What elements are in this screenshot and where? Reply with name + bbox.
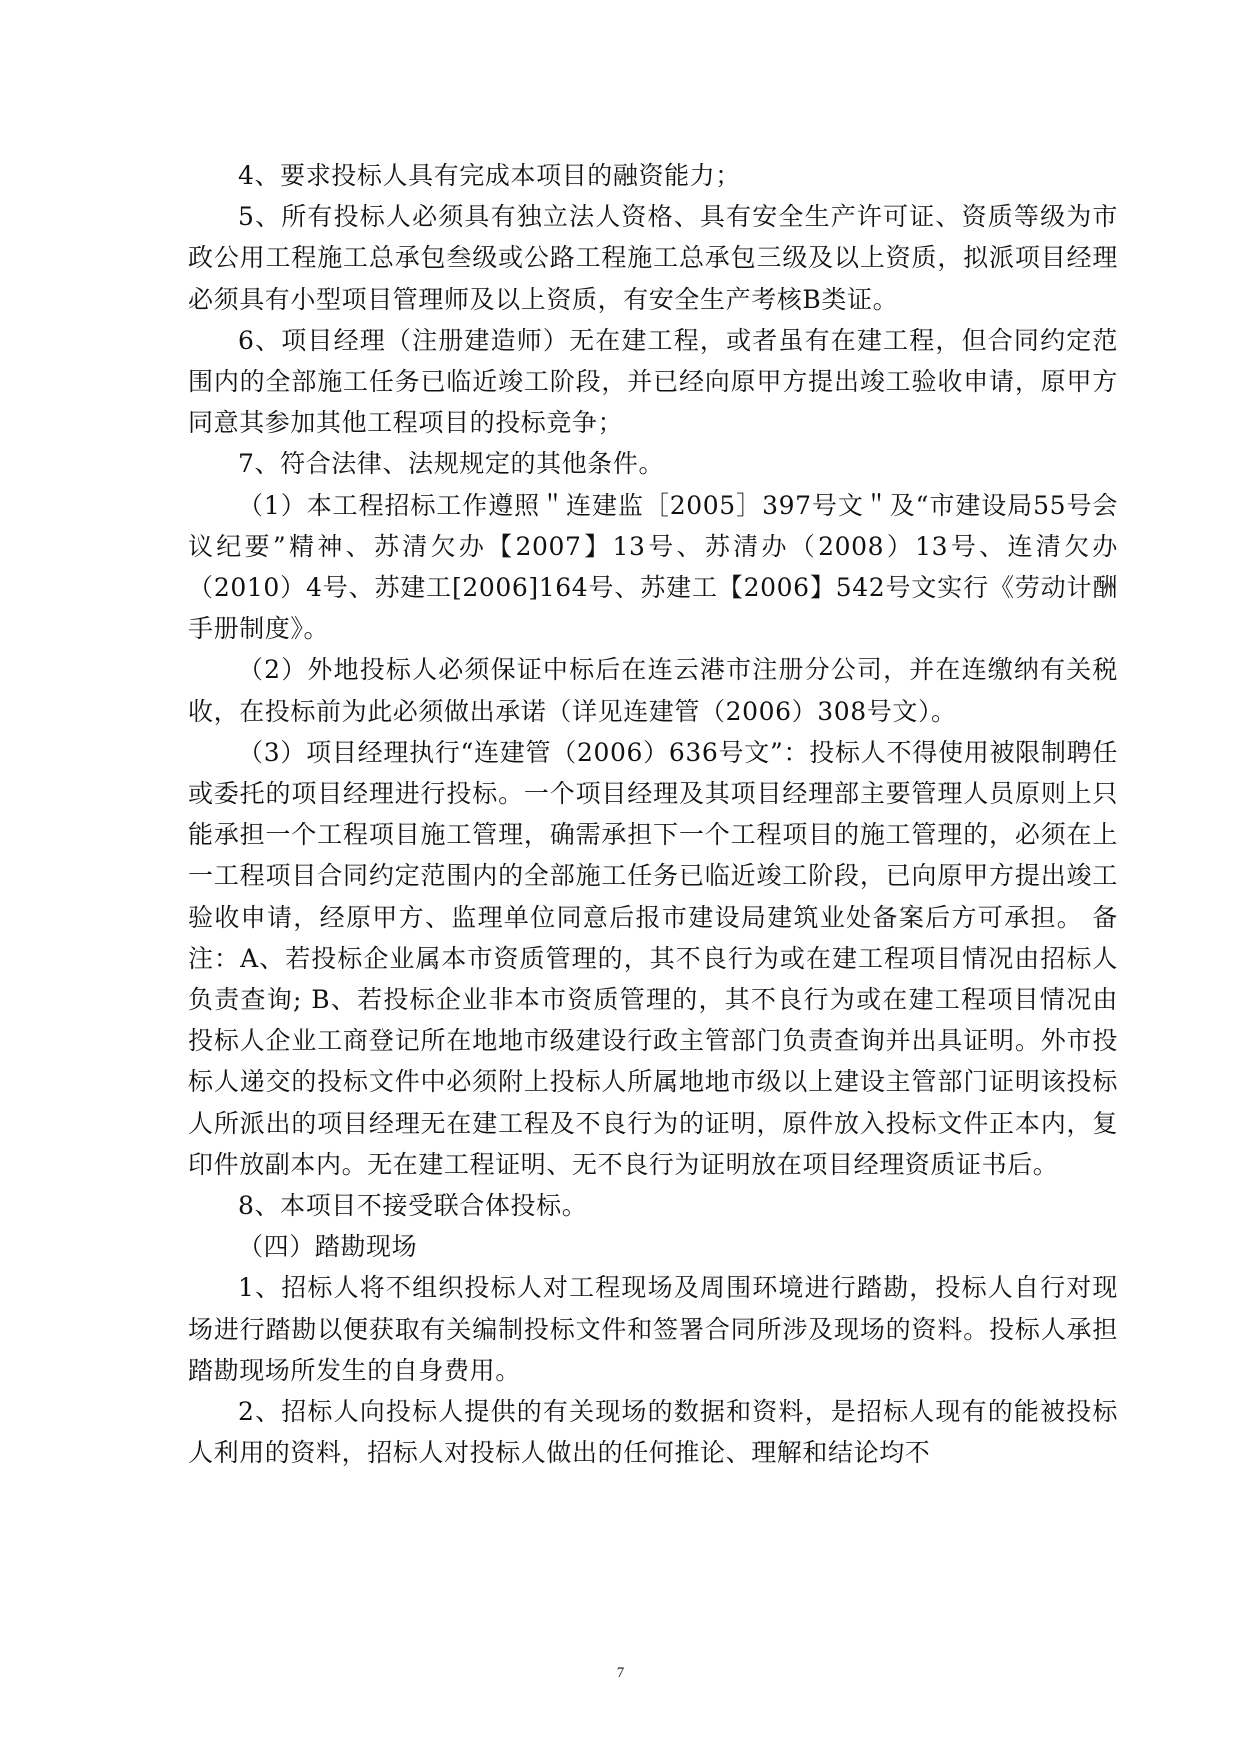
paragraph-sub-3: （3）项目经理执行“连建管（2006）636号文”：投标人不得使用被限制聘任或委托的项目经理进行投标。一个项目经理及其项目经理部主要管理人员原则上只能承担一个工程项目施工管理，确需承担下一个工程项目的施工管理的，必须在上一工程项目合同约定范围内的全部施工任务已临近竣工阶段，已向原甲方提出竣工验收申请，经原甲方、监理单位同意后报市建设局建筑业处备案后方可承担。 备注：A、若投标企业属本市资质管理的，其不良行为或在建工程项目情况由招标人负责查询; B、若投标企业非本市资质管理的，其不良行为或在建工程项目情况由投标人企业工商登记所在地地市级建设行政主管部门负责查询并出具证明。外市投标人递交的投标文件中必须附上投标人所属地地市级以上建设主管部门证明该投标人所派出的项目经理无在建工程及不良行为的证明，原件放入投标文件正本内，复印件放副本内。无在建工程证明、无不良行为证明放在项目经理资质证书后。	[188, 737, 1118, 1179]
body-text	[188, 155, 1118, 1474]
page-number: 7	[616, 1665, 625, 1681]
section-heading-site-visit: （四）踏勘现场	[238, 1232, 418, 1262]
paragraph-item-4: 4、要求投标人具有完成本项目的融资能力；	[238, 161, 741, 190]
paragraph-sub-1: （1）本工程招标工作遵照＂连建监［2005］397号文＂及“市建设局55号会议纪要”精神、苏清欠办【2007】13号、苏清办（2008）13号、连清欠办（2010）4号、苏建工[2006]164号、苏建工【2006】542号文实行《劳动计酬手册制度》。	[188, 490, 1118, 644]
paragraph-item-7: 7、符合法律、法规规定的其他条件。	[238, 449, 665, 479]
paragraph-site-2: 2、招标人向投标人提供的有关现场的数据和资料，是招标人现有的能被投标人利用的资料，招标人对投标人做出的任何推论、理解和结论均不	[188, 1397, 1118, 1468]
paragraph-item-5: 5、所有投标人必须具有独立法人资格、具有安全生产许可证、资质等级为市政公用工程施工总承包叁级或公路工程施工总承包三级及以上资质，拟派项目经理必须具有小型项目管理师及以上资质，有安全生产考核B类证。	[188, 202, 1118, 314]
paragraph-item-6: 6、项目经理（注册建造师）无在建工程，或者虽有在建工程，但合同约定范围内的全部施工任务已临近竣工阶段，并已经向原甲方提出竣工验收申请，原甲方同意其参加其他工程项目的投标竞争；	[188, 325, 1118, 438]
paragraph-item-8: 8、本项目不接受联合体投标。	[238, 1191, 588, 1221]
paragraph-sub-2: （2）外地投标人必须保证中标后在连云港市注册分公司，并在连缴纳有关税收，在投标前为此必须做出承诺（详见连建管（2006）308号文）。	[188, 655, 1118, 726]
paragraph-site-1: 1、招标人将不组织投标人对工程现场及周围环境进行踏勘，投标人自行对现场进行踏勘以便获取有关编制投标文件和签署合同所涉及现场的资料。投标人承担踏勘现场所发生的自身费用。	[188, 1273, 1118, 1385]
